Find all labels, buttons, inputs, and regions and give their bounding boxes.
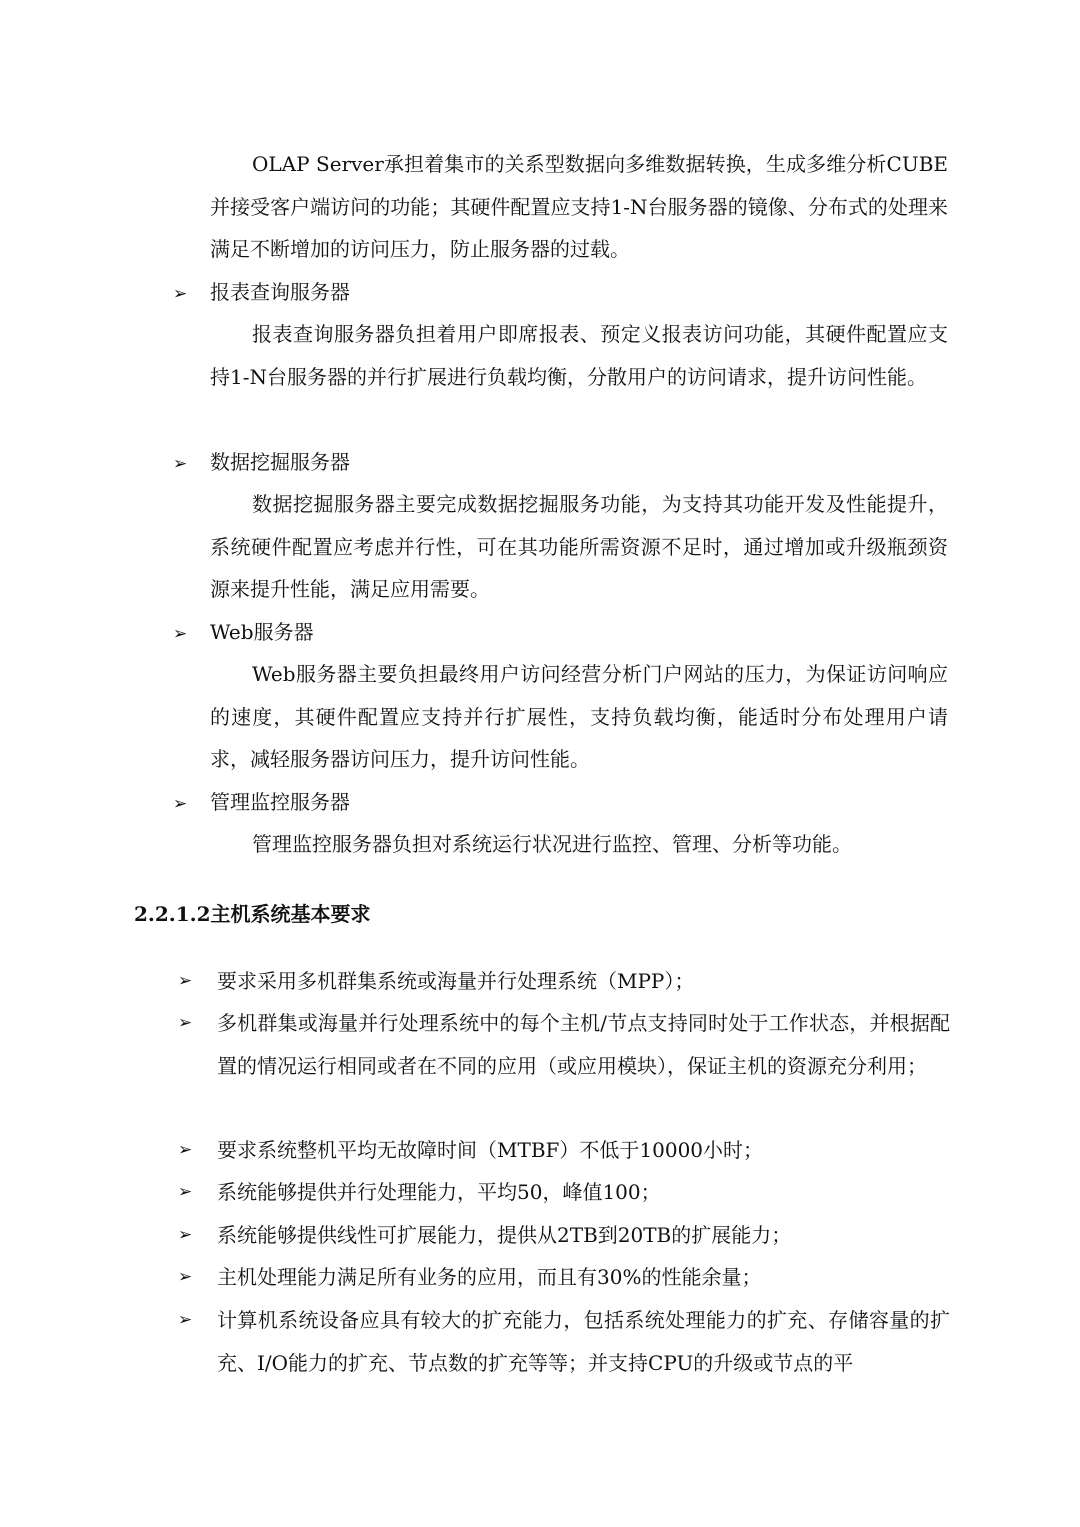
section-heading: 2.2.1.2主机系统基本要求 bbox=[134, 902, 371, 926]
arrow-bullet-icon: ➢ bbox=[178, 1013, 193, 1033]
server-title: 数据挖掘服务器 bbox=[210, 450, 350, 474]
arrow-bullet-icon: ➢ bbox=[173, 454, 188, 474]
server-bullet-data-mining bbox=[173, 441, 953, 486]
requirement-text: 多机群集或海量并行处理系统中的每个主机/节点支持同时处于工作状态，并根据配置的情况运行相同或者在不同的应用（或应用模块），保证主机的资源充分利用； bbox=[217, 1011, 950, 1078]
server-title: 管理监控服务器 bbox=[210, 790, 350, 814]
requirement-item bbox=[178, 1256, 950, 1299]
server-description: 数据挖掘服务器主要完成数据挖掘服务功能，为支持其功能开发及性能提升，系统硬件配置应考虑并行性，可在其功能所需资源不足时，通过增加或升级瓶颈资源来提升性能，满足应用需要。 bbox=[210, 492, 948, 601]
server-description: Web服务器主要负担最终用户访问经营分析门户网站的压力，为保证访问响应的速度，其硬件配置应支持并行扩展性，支持负载均衡，能适时分布处理用户请求，减轻服务器访问压力，提升访问性能。 bbox=[210, 662, 948, 771]
requirement-item bbox=[178, 960, 950, 1003]
arrow-bullet-icon: ➢ bbox=[178, 971, 193, 991]
server-bullet-report-query bbox=[173, 271, 953, 316]
requirement-item bbox=[178, 1002, 950, 1087]
arrow-bullet-icon: ➢ bbox=[178, 1267, 193, 1287]
arrow-bullet-icon: ➢ bbox=[173, 794, 188, 814]
server-title: 报表查询服务器 bbox=[210, 280, 350, 304]
requirement-item bbox=[178, 1171, 950, 1214]
intro-paragraph: OLAP Server承担着集市的关系型数据向多维数据转换，生成多维分析CUBE并接受客户端访问的功能；其硬件配置应支持1-N台服务器的镜像、分布式的处理来满足不断增加的访问压力，防止服务器的过载。 bbox=[210, 152, 948, 261]
requirement-text: 要求系统整机平均无故障时间（MTBF）不低于10000小时； bbox=[217, 1138, 764, 1162]
server-description: 管理监控服务器负担对系统运行状况进行监控、管理、分析等功能。 bbox=[252, 832, 852, 856]
arrow-bullet-icon: ➢ bbox=[178, 1182, 193, 1202]
arrow-bullet-icon: ➢ bbox=[178, 1140, 193, 1160]
requirement-text: 要求采用多机群集系统或海量并行处理系统（MPP）； bbox=[217, 969, 695, 993]
arrow-bullet-icon: ➢ bbox=[178, 1225, 193, 1245]
requirement-text: 计算机系统设备应具有较大的扩充能力，包括系统处理能力的扩充、存储容量的扩充、I/O能力的扩充、节点数的扩充等等；并支持CPU的升级或节点的平 bbox=[217, 1308, 950, 1375]
requirement-text: 系统能够提供线性可扩展能力，提供从2TB到20TB的扩展能力； bbox=[217, 1223, 792, 1247]
server-bullet-management-monitor bbox=[173, 781, 953, 826]
requirement-text: 主机处理能力满足所有业务的应用，而且有30%的性能余量； bbox=[217, 1265, 762, 1289]
requirement-item bbox=[178, 1299, 950, 1384]
server-description: 报表查询服务器负担着用户即席报表、预定义报表访问功能，其硬件配置应支持1-N台服务器的并行扩展进行负载均衡，分散用户的访问请求，提升访问性能。 bbox=[210, 322, 948, 389]
arrow-bullet-icon: ➢ bbox=[173, 284, 188, 304]
requirement-item bbox=[178, 1214, 950, 1257]
arrow-bullet-icon: ➢ bbox=[173, 624, 188, 644]
server-bullet-web bbox=[173, 611, 953, 656]
requirement-item bbox=[178, 1129, 950, 1172]
server-title: Web服务器 bbox=[210, 620, 314, 644]
arrow-bullet-icon: ➢ bbox=[178, 1310, 193, 1330]
requirement-text: 系统能够提供并行处理能力，平均50，峰值100； bbox=[217, 1180, 661, 1204]
